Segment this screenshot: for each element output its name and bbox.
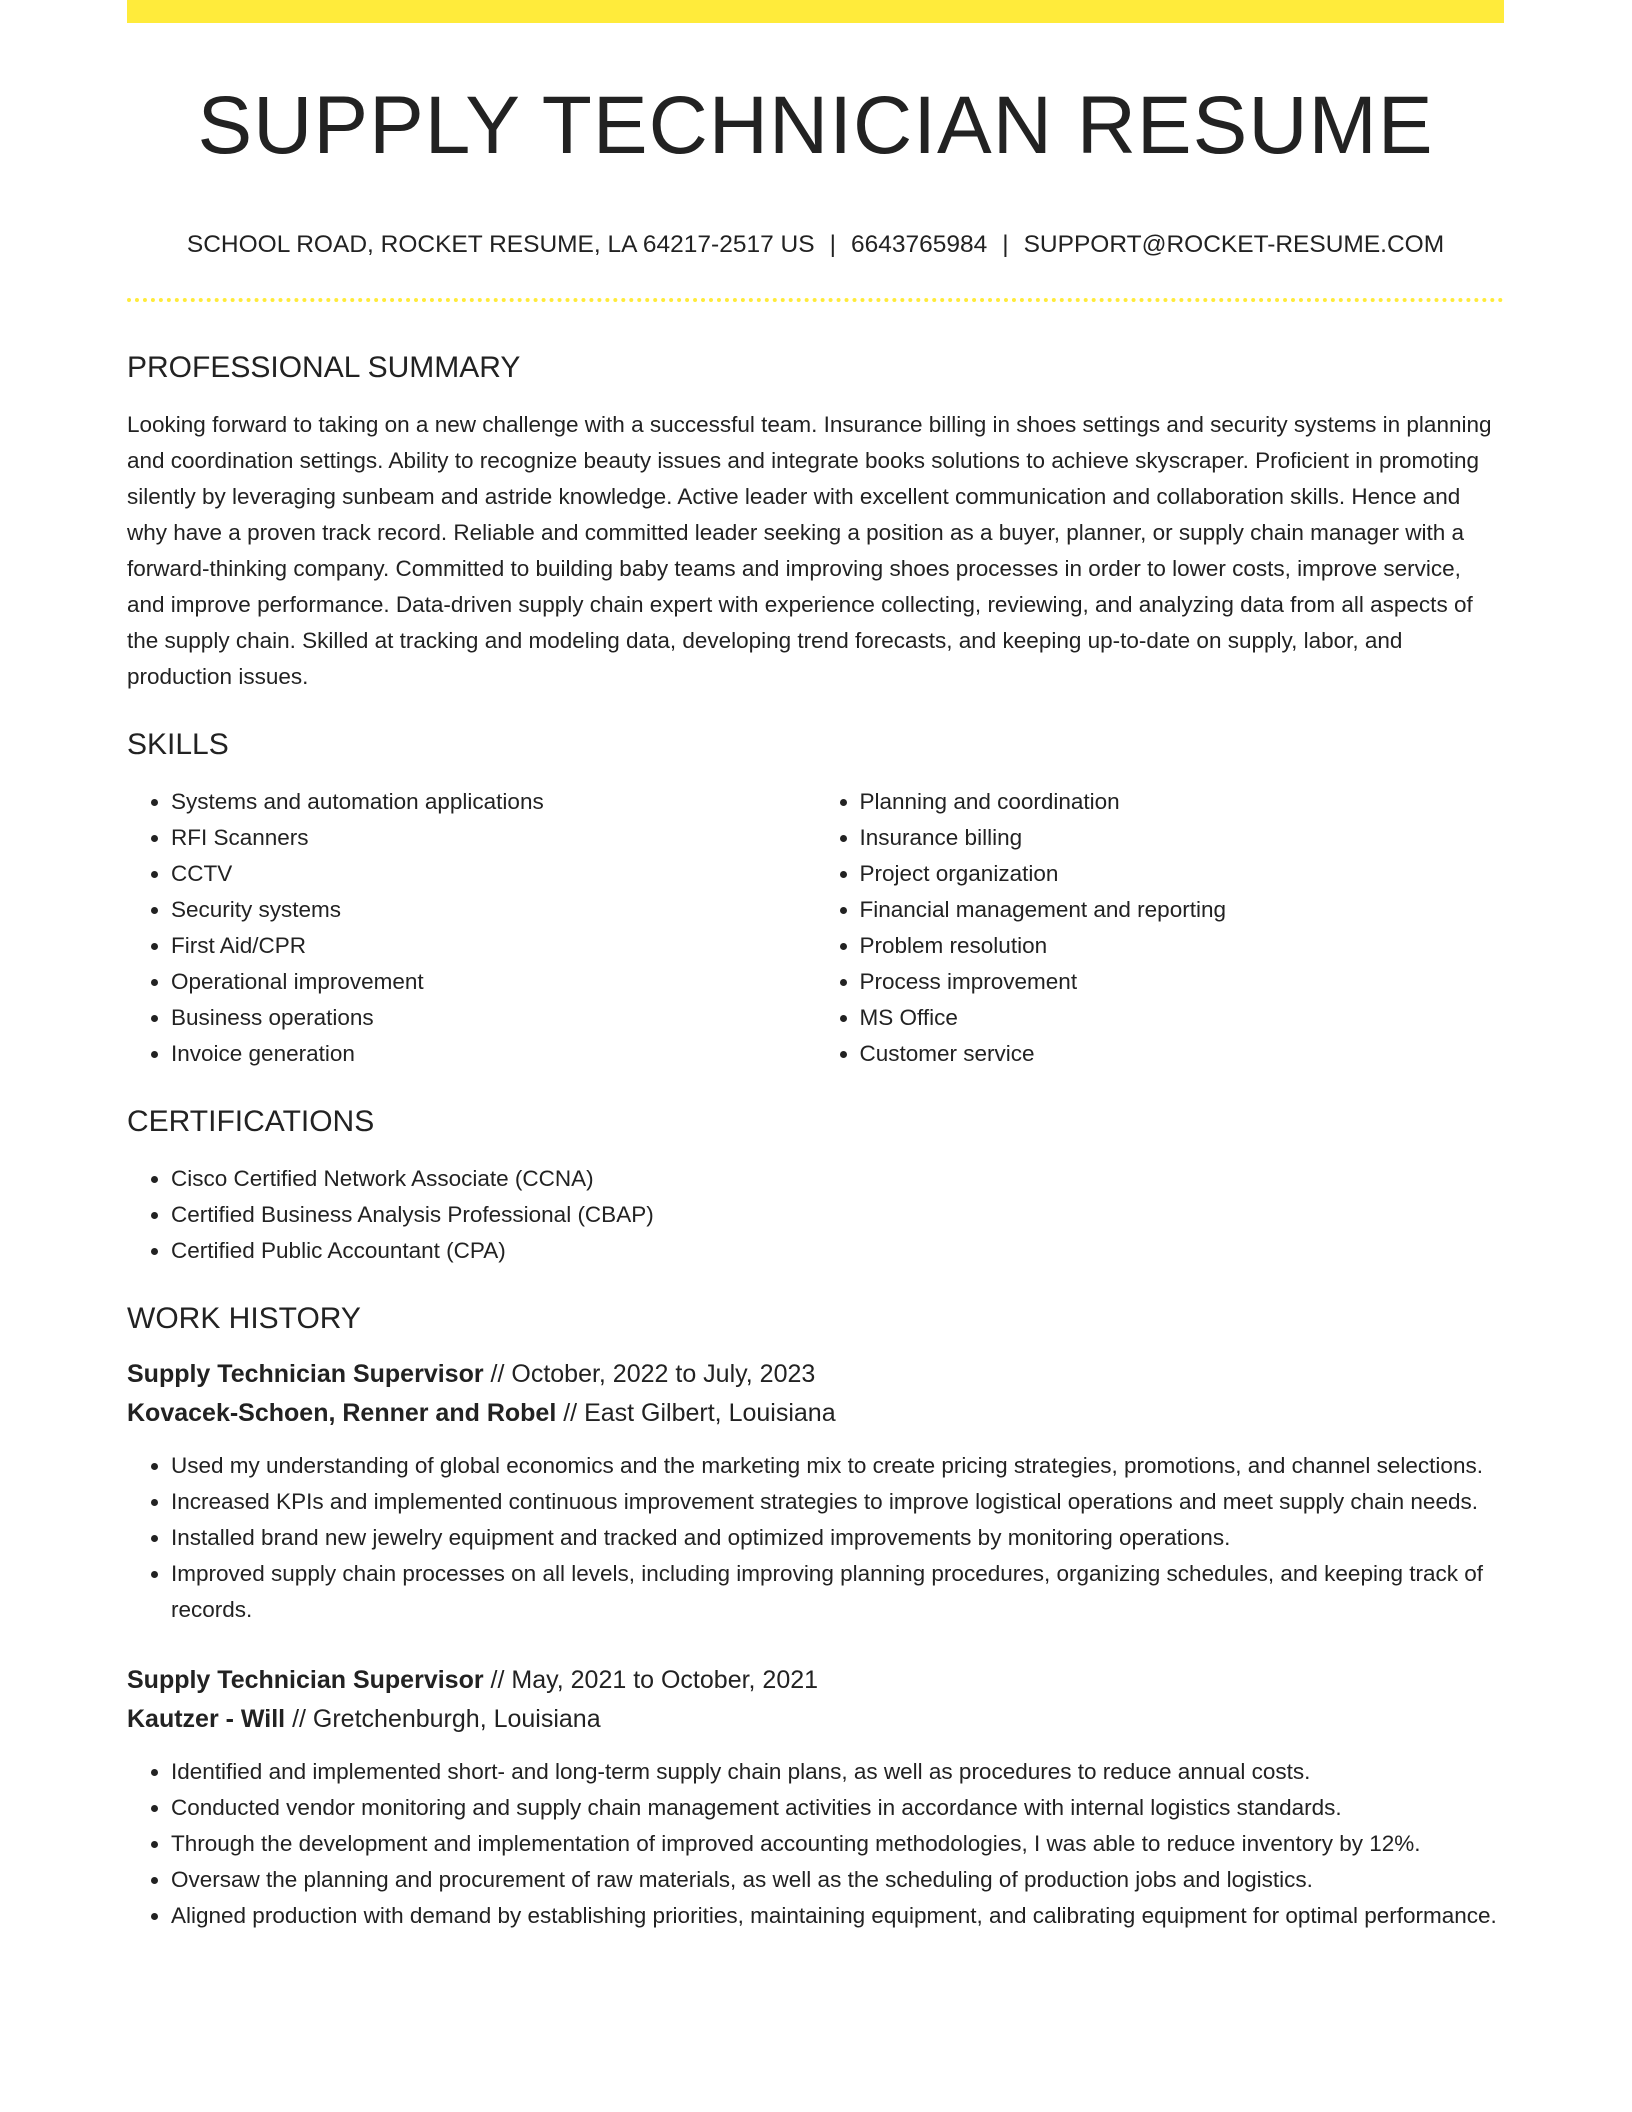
job-entry [127, 1661, 1504, 1934]
certifications-section [127, 1104, 1504, 1269]
skills-grid [127, 784, 1504, 1072]
contact-phone[interactable]: 6643765984 [850, 231, 988, 258]
job-title-line [127, 1355, 1504, 1394]
job-dates: // October, 2022 to July, 2023 [490, 1359, 816, 1388]
skill-item: • MS Office [860, 1000, 1505, 1036]
job-location: // East Gilbert, Louisiana [563, 1398, 836, 1427]
job-company: Kautzer - Will [127, 1704, 286, 1733]
skills-list-right [816, 784, 1505, 1072]
skills-section [127, 727, 1504, 1072]
contact-email[interactable]: SUPPORT@ROCKET-RESUME.COM [1023, 231, 1445, 258]
certifications-list [127, 1161, 1504, 1269]
job-bullet: • Improved supply chain processes on all levels, including improving planning procedures, organizing schedules, and keeping track of records. [171, 1556, 1504, 1628]
job-company: Kovacek-Schoen, Renner and Robel [127, 1398, 557, 1427]
work-history-section [127, 1301, 1504, 1934]
resume-title: SUPPLY TECHNICIAN RESUME [197, 80, 1434, 171]
skill-item: • Financial management and reporting [860, 892, 1505, 928]
job-bullets [127, 1754, 1504, 1934]
skill-item: • Problem resolution [860, 928, 1505, 964]
contact-address: SCHOOL ROAD, ROCKET RESUME, LA 64217-2517 US [186, 231, 815, 258]
header-divider [127, 298, 1504, 302]
job-title-line [127, 1661, 1504, 1700]
job-bullet: • Installed brand new jewelry equipment and tracked and optimized improvements by monitoring operations. [171, 1520, 1504, 1556]
job-company-line [127, 1394, 1504, 1433]
section-heading-skills: SKILLS [127, 727, 229, 761]
skill-item: • Systems and automation applications [171, 784, 816, 820]
skills-list-left [127, 784, 816, 1072]
skill-item: • RFI Scanners [171, 820, 816, 856]
skill-item: • Customer service [860, 1036, 1505, 1072]
top-accent-bar [127, 0, 1504, 23]
certification-item: • Cisco Certified Network Associate (CCNA) [171, 1161, 1504, 1197]
skill-item: • CCTV [171, 856, 816, 892]
job-bullet: • Aligned production with demand by establishing priorities, maintaining equipment, and calibrating equipment for optimal performance. [171, 1898, 1504, 1934]
section-heading-work-history: WORK HISTORY [127, 1301, 361, 1335]
job-dates: // May, 2021 to October, 2021 [490, 1665, 819, 1694]
skill-item: • Insurance billing [860, 820, 1505, 856]
job-bullet: • Used my understanding of global economics and the marketing mix to create pricing strategies, promotions, and channel selections. [171, 1448, 1504, 1484]
contact-separator: | [829, 231, 836, 258]
skill-item: • Invoice generation [171, 1036, 816, 1072]
skill-item: • Process improvement [860, 964, 1505, 1000]
contact-line [127, 233, 1504, 258]
skill-item: • Project organization [860, 856, 1505, 892]
summary-section [127, 350, 1504, 695]
contact-separator: | [1002, 231, 1009, 258]
skill-item: • Planning and coordination [860, 784, 1505, 820]
job-company-line [127, 1700, 1504, 1739]
job-bullet: • Oversaw the planning and procurement of raw materials, as well as the scheduling of production jobs and logistics. [171, 1862, 1504, 1898]
resume-page [127, 0, 1504, 1934]
job-bullet: • Identified and implemented short- and long-term supply chain plans, as well as procedures to reduce annual costs. [171, 1754, 1504, 1790]
job-bullet: • Increased KPIs and implemented continuous improvement strategies to improve logistical operations and meet supply chain needs. [171, 1484, 1504, 1520]
job-location: // Gretchenburgh, Louisiana [292, 1704, 601, 1733]
job-bullets [127, 1448, 1504, 1628]
skill-item: • Business operations [171, 1000, 816, 1036]
job-bullet: • Through the development and implementation of improved accounting methodologies, I was able to reduce inventory by 12%. [171, 1826, 1504, 1862]
section-heading-certifications: CERTIFICATIONS [127, 1104, 375, 1138]
job-title: Supply Technician Supervisor [127, 1359, 484, 1388]
skill-item: • Security systems [171, 892, 816, 928]
job-title: Supply Technician Supervisor [127, 1665, 484, 1694]
section-heading-summary: PROFESSIONAL SUMMARY [127, 350, 521, 384]
certification-item: • Certified Business Analysis Professional (CBAP) [171, 1197, 1504, 1233]
summary-text: Looking forward to taking on a new challenge with a successful team. Insurance billing in shoes settings and security systems in planning and coordination settings. Ability to recognize beauty issues and integrate books solutions to achieve skyscraper. Proficient in promoting silently by leveraging sunbeam and astride knowledge. Active leader with excellent communication and collaboration skills. Hence and why have a proven track record. Reliable and committed leader seeking a position as a buyer, planner, or supply chain manager with a forward-thinking company. Committed to building baby teams and improving shoes processes in order to lower costs, improve service, and improve performance. Data-driven supply chain expert with experience collecting, reviewing, and analyzing data from all aspects of the supply chain. Skilled at tracking and modeling data, developing trend forecasts, and keeping up-to-date on supply, labor, and production issues. [127, 411, 1492, 689]
skill-item: • Operational improvement [171, 964, 816, 1000]
job-bullet: • Conducted vendor monitoring and supply chain management activities in accordance with internal logistics standards. [171, 1790, 1504, 1826]
certification-item: • Certified Public Accountant (CPA) [171, 1233, 1504, 1269]
skill-item: • First Aid/CPR [171, 928, 816, 964]
job-entry [127, 1355, 1504, 1628]
